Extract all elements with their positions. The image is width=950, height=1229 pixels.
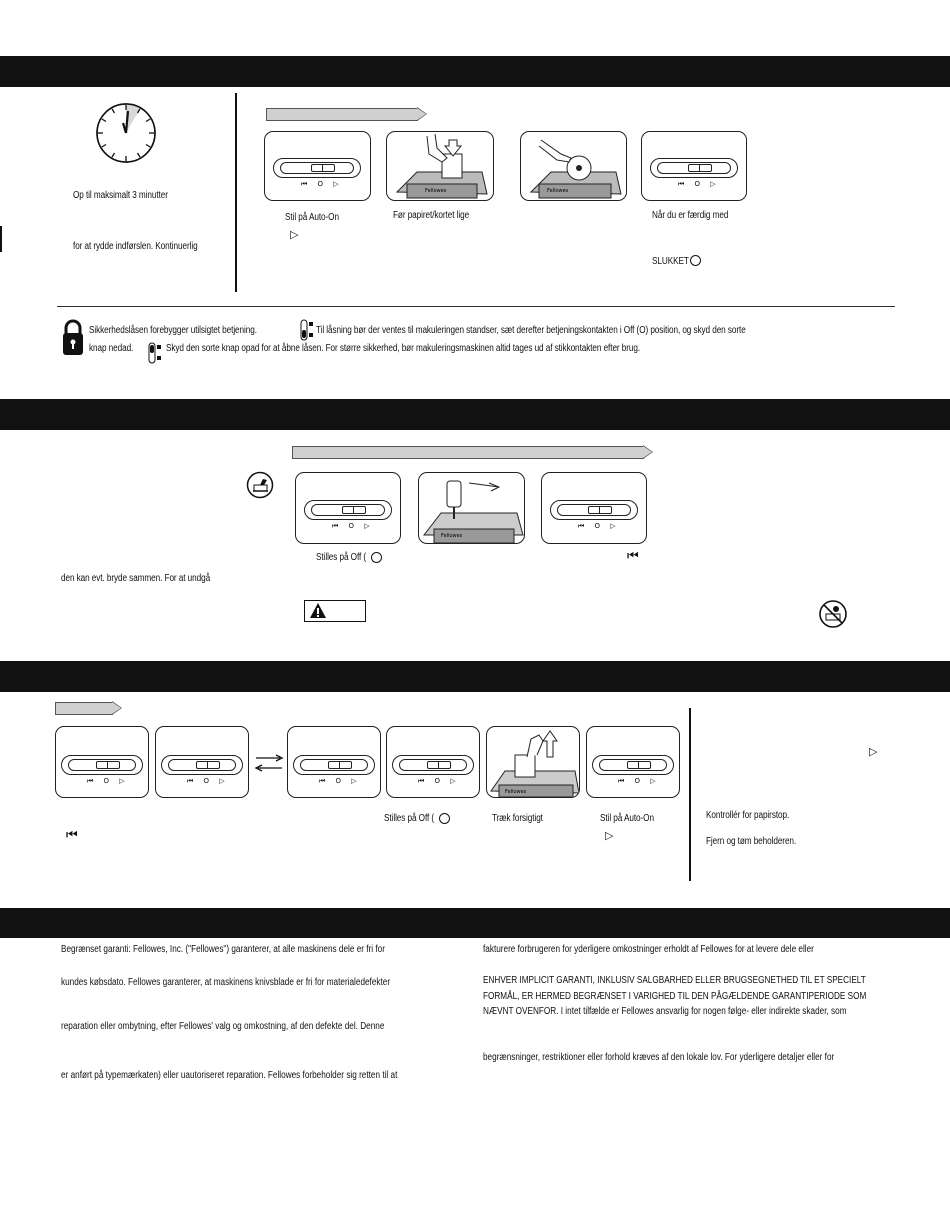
safety-text-line1b: Til låsning bør der ventes til makuleringen standser, sæt derefter betjeningskontakten i Off (O) position, og skyd den sorte: [316, 325, 746, 336]
switch-panel-auto-on: [264, 131, 371, 201]
reverse-icon: ⏮: [66, 828, 78, 843]
off-circle-icon: [371, 552, 382, 563]
padlock-icon: [62, 318, 84, 356]
warranty-right-line-1: fakturere forbrugeren for yderligere omkostninger erholdt af Fellowes for at levere dele eller: [483, 944, 814, 955]
switch-labels: ⏮ O ▷: [301, 180, 343, 188]
switch-labels: ⏮ O ▷: [418, 777, 460, 785]
unlock-switch-icon: [148, 342, 162, 364]
step-pull-carefully: Træk forsigtigt: [492, 813, 543, 824]
section1-rule: [57, 306, 895, 307]
warranty-left-line-1: Begrænset garanti: Fellowes, Inc. ("Fellowes") garanterer, at alle maskinens dele er fri for: [61, 944, 385, 955]
cd-insert-illustration: [520, 131, 627, 201]
switch-labels: ⏮ O ▷: [678, 180, 720, 188]
safety-text-line2a: knap nedad.: [89, 343, 134, 354]
switch-labels: ⏮ O ▷: [578, 522, 620, 530]
switch-panel-off-2: [295, 472, 401, 544]
warranty-left-line-2: kundes købsdato. Fellowes garanterer, at maskinens knivsblade er fri for materialedefekter: [61, 977, 391, 988]
switch-panel-off: [641, 131, 747, 201]
svg-text:Fellowes: Fellowes: [547, 188, 569, 194]
switch-labels: ⏮ O ▷: [187, 777, 229, 785]
svg-text:Fellowes: Fellowes: [425, 188, 447, 194]
switch-panel-a: [55, 726, 149, 798]
rocker-switch: [161, 755, 243, 775]
section-header-bar-2: [0, 399, 950, 430]
paper-insert-illustration: [386, 131, 494, 201]
step-auto-on-3: Stil på Auto-On: [600, 813, 654, 824]
step-when-done: Når du er færdig med: [652, 210, 729, 221]
warranty-right-line-2: ENHVER IMPLICIT GARANTI, INKLUSIV SALGBARHED ELLER BRUGSEGNETHED TIL ET SPECIELT: [483, 975, 866, 986]
no-aerosol-icon: [818, 599, 848, 629]
switch-panel-d: [386, 726, 480, 798]
section3-divider: [689, 708, 691, 881]
svg-text:Fellowes: Fellowes: [441, 533, 463, 539]
section-header-bar-1: [0, 56, 950, 87]
step-auto-on: Stil på Auto-On: [285, 212, 339, 223]
switch-labels: ⏮ O ▷: [87, 777, 129, 785]
warranty-left-line-4: er anført på typemærkaten) eller uautoriseret reparation. Fellowes forbeholder sig retten til at: [61, 1070, 398, 1081]
timer-caption: Op til maksimalt 3 minutter: [73, 190, 168, 201]
rocker-switch: [592, 755, 674, 775]
switch-labels: ⏮ O ▷: [332, 522, 374, 530]
section-header-bar-4: [0, 908, 950, 938]
oil-application-illustration: [418, 472, 525, 544]
section1-divider: [235, 93, 237, 292]
oil-icon: [246, 471, 274, 499]
switch-panel-e: [586, 726, 680, 798]
rocker-switch: [650, 158, 738, 178]
paper-pull-illustration: [486, 726, 580, 798]
rocker-switch: [273, 158, 361, 178]
sequence-arrow-2: [292, 446, 644, 459]
play-icon: ▷: [290, 228, 299, 241]
switch-labels: ⏮ O ▷: [618, 777, 660, 785]
check-paper-stop: Kontrollér for papirstop.: [706, 810, 790, 821]
rocker-switch: [293, 755, 375, 775]
switch-labels: ⏮ O ▷: [319, 777, 361, 785]
warranty-right-line-5: begrænsninger, restriktioner eller forhold kræves af den lokale lov. For yderligere detaljer eller for: [483, 1052, 835, 1063]
warranty-right-line-3: FORMÅL, ER HERMED BEGRÆNSET I VARIGHED TIL DEN PÅGÆLDENDE GARANTIPERIODE SOM: [483, 991, 867, 1002]
switch-panel-b: [155, 726, 249, 798]
back-and-forth-arrows-icon: [254, 754, 284, 772]
off-circle-icon: [690, 255, 701, 266]
reverse-icon: ⏮: [627, 549, 639, 564]
off-label: SLUKKET: [652, 256, 689, 267]
step-set-off: Stilles på Off (: [316, 552, 367, 563]
warning-icon: [309, 602, 327, 619]
rocker-switch: [550, 500, 638, 520]
edge-mark: [0, 226, 2, 252]
play-icon: ▷: [605, 829, 614, 842]
svg-text:Fellowes: Fellowes: [505, 789, 527, 795]
section-header-bar-3: [0, 661, 950, 692]
warning-label: [304, 600, 366, 622]
sequence-arrow-3: [55, 702, 113, 715]
switch-panel-c: [287, 726, 381, 798]
off-circle-icon: [439, 813, 450, 824]
rocker-switch: [392, 755, 474, 775]
warranty-left-line-3: reparation eller ombytning, efter Fellowes' valg og omkostning, af den defekte del. Denne: [61, 1021, 385, 1032]
empty-bin: Fjern og tøm beholderen.: [706, 836, 797, 847]
switch-panel-reverse: [541, 472, 647, 544]
safety-text-line1a: Sikkerhedslåsen forebygger utilsigtet betjening.: [89, 325, 257, 336]
rocker-switch: [304, 500, 392, 520]
safety-text-line2b: Skyd den sorte knap opad for at åbne låsen. For større sikkerhed, bør makuleringsmaskinen altid tages ud af stikkontakten efter brug.: [166, 343, 641, 354]
play-icon: ▷: [869, 745, 878, 758]
lock-switch-icon: [300, 319, 314, 341]
lubrication-text: den kan evt. bryde sammen. For at undgå: [61, 573, 211, 584]
clock-icon: [94, 101, 158, 165]
rocker-switch: [61, 755, 143, 775]
clear-caption: for at rydde indførslen. Kontinuerlig: [73, 241, 198, 252]
warranty-right-line-4: NÆVNT OVENFOR. I intet tilfælde er Fellowes ansvarlig for nogen følge- eller indirekte skader, som: [483, 1006, 847, 1017]
sequence-arrow-1: [266, 108, 418, 121]
step-set-off-3: Stilles på Off (: [384, 813, 435, 824]
step-feed-paper: Før papiret/kortet lige: [393, 210, 470, 221]
